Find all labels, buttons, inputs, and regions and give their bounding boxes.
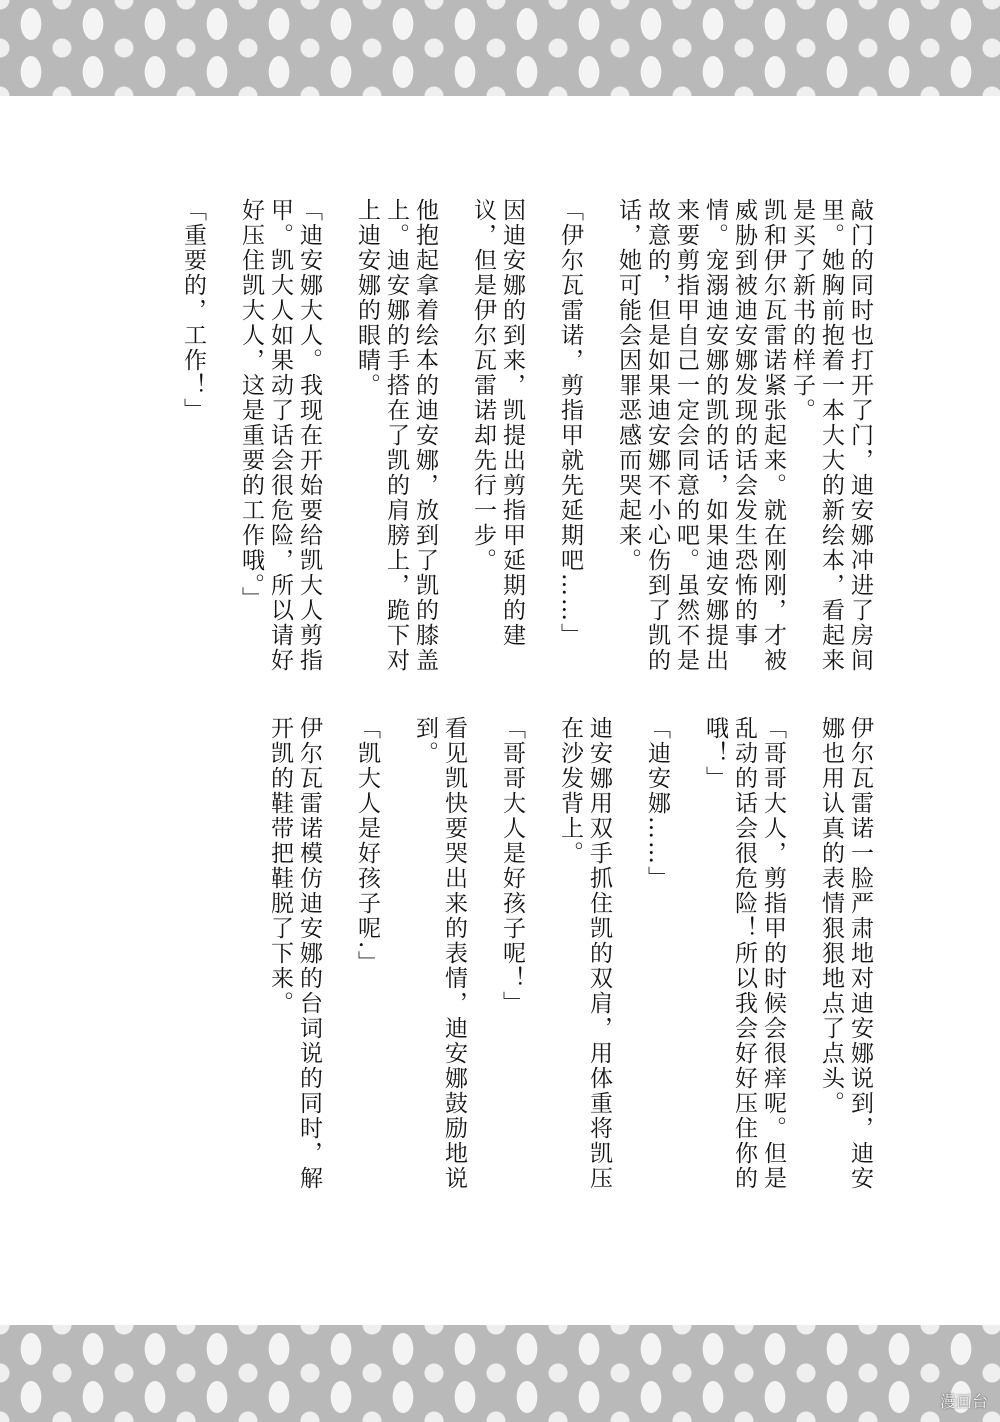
dialogue-line: 「迪安娜大人。我现在开始要给凯大人剪指甲。凯大人如果动了话会很危险，所以请好好压住凯大人，这是重要的工作哦。」: [238, 198, 322, 673]
watermark-logo: 漫画台: [939, 1392, 988, 1411]
paragraph: 看见凯快要哭出来的表情，迪安娜鼓励地说到。: [412, 716, 467, 1191]
dialogue-line: 「伊尔瓦雷诺，剪指甲就先延期吧……」: [557, 198, 583, 648]
bottom-ornament-border: [0, 1325, 1000, 1422]
top-ornament-border: [0, 0, 1000, 96]
paragraph: 伊尔瓦雷诺模仿迪安娜的台词说的同时，解开凯的鞋带把鞋脱了下来。: [267, 716, 322, 1191]
dialogue-line: 「迪安娜……」: [644, 716, 670, 891]
paragraph: 因迪安娜的到来，凯提出剪指甲延期的建议，但是伊尔瓦雷诺却先行一步。: [470, 198, 525, 648]
paragraph: 伊尔瓦雷诺一脸严肃地对迪安娜说到，迪安娜也用认真的表情狠狠地点了点头。: [818, 716, 873, 1191]
paragraph: 迪安娜用双手抓住凯的双肩，用体重将凯压在沙发背上。: [557, 716, 612, 1191]
vertical-text-body: [134, 198, 874, 1202]
paragraph: 他抱起拿着绘本的迪安娜，放到了凯的膝盖上。迪安娜的手搭在了凯的肩膀上，跪下对上迪安娜的眼睛。: [354, 198, 438, 673]
dialogue-line: 「哥哥大人是好孩子呢！」: [499, 716, 525, 1016]
paragraph: 凯和伊尔瓦雷诺紧张起来。就在刚刚，才被威胁到被迪安娜发现的话会发生恐怖的事情。宠溺迪安娜的凯的话，如果迪安娜提出来要剪指甲自己一定会同意的吧。虽然不是故意的，但是如果迪安娜不小心伤到了凯的话，她可能会因罪恶感而哭起来。: [615, 198, 786, 673]
dialogue-line: 「重要的，工作！」: [180, 198, 206, 423]
paragraph: 敲门的同时也打开了门，迪安娜冲进了房间里。她胸前抱着一本大大的新绘本，看起来是买了新书的样子。: [789, 198, 873, 673]
dialogue-line: 「哥哥大人，剪指甲的时候会很痒呢。但是乱动的话会很危险！所以我会好好压住你的哦！」: [702, 716, 786, 1191]
dialogue-line: 「凯大人是好孩子呢.」: [354, 716, 380, 976]
